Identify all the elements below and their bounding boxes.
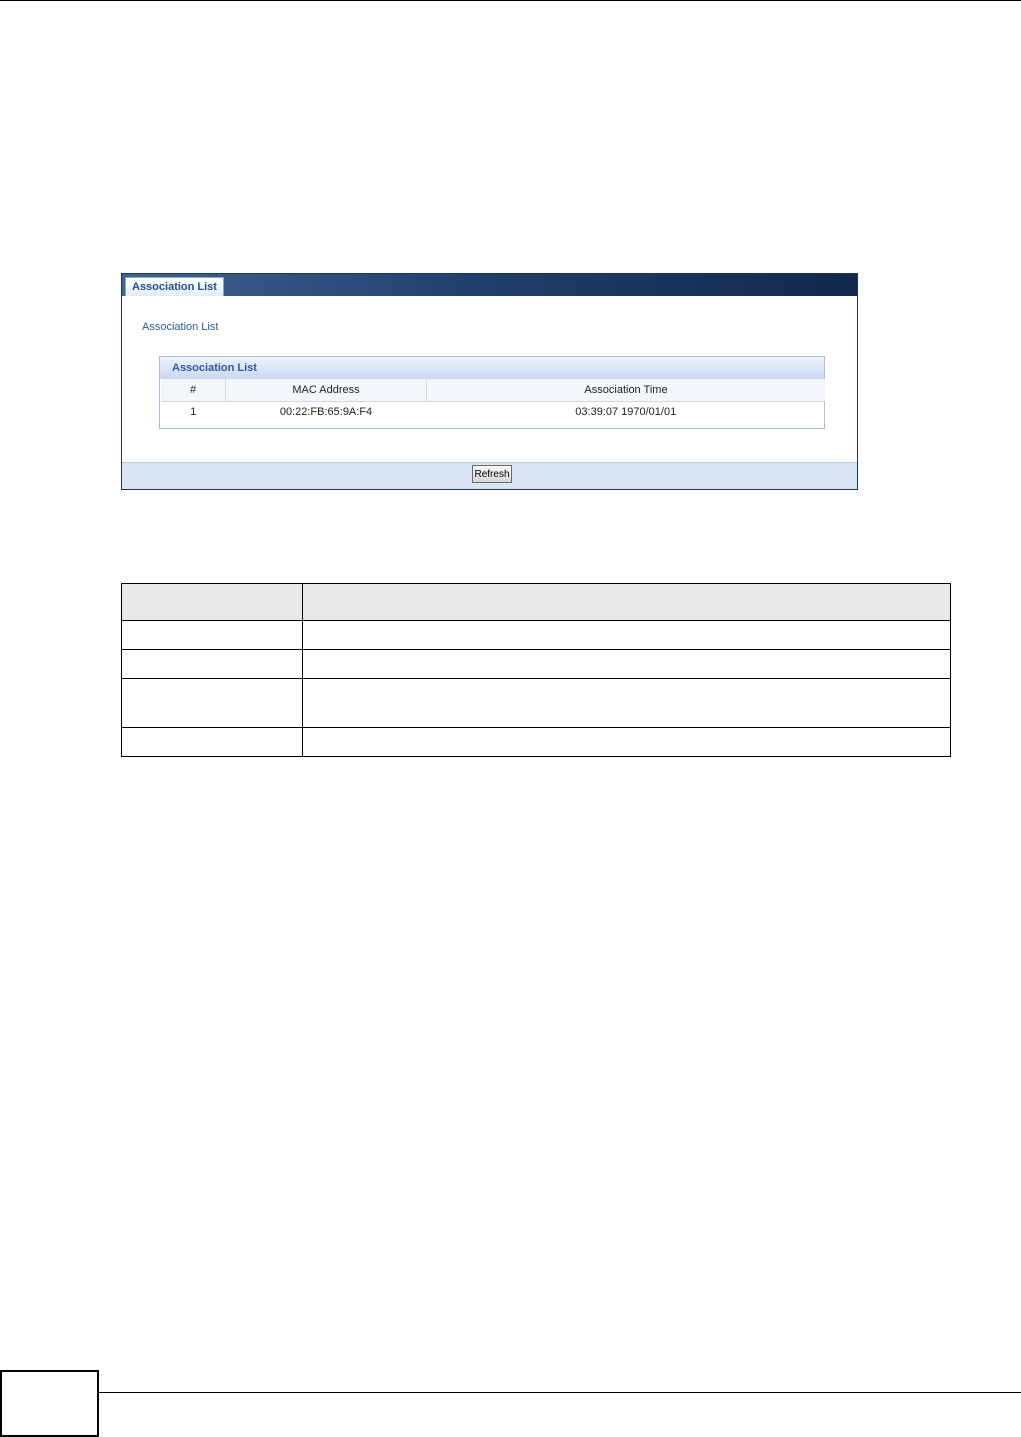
- description-cell: [122, 728, 303, 757]
- description-row: [122, 650, 951, 679]
- page-number-box: [0, 1370, 99, 1437]
- cell-index: 1: [190, 406, 197, 418]
- button-bar: [122, 462, 857, 489]
- association-table: [161, 379, 825, 422]
- tab-bar: [122, 274, 857, 296]
- description-row: [122, 728, 951, 757]
- description-cell: [303, 650, 951, 679]
- column-header-time: Association Time: [427, 379, 826, 402]
- description-header-cell-1: [122, 584, 303, 621]
- description-header-row: [122, 584, 951, 621]
- association-list-fieldset: [159, 356, 825, 429]
- cell-association-time: 03:39:07 1970/01/01: [575, 406, 677, 418]
- description-cell: [303, 621, 951, 650]
- description-row: [122, 679, 951, 728]
- association-list-panel: [121, 273, 858, 490]
- description-row: [122, 621, 951, 650]
- fieldset-legend: Association List: [172, 362, 257, 374]
- tab-association-list[interactable]: Association List: [125, 277, 224, 296]
- panel-title: Association List: [142, 321, 219, 333]
- fieldset-legend-bar: [160, 357, 824, 379]
- cell-mac-address: 00:22:FB:65:9A:F4: [279, 406, 373, 418]
- page-top-rule: [0, 0, 1021, 1]
- description-cell: [122, 679, 303, 728]
- description-table: [121, 583, 951, 757]
- description-header-cell-2: [303, 584, 951, 621]
- column-header-mac: MAC Address: [226, 379, 427, 402]
- description-cell: [122, 621, 303, 650]
- refresh-button[interactable]: Refresh: [472, 465, 512, 483]
- description-cell: [303, 679, 951, 728]
- description-cell: [303, 728, 951, 757]
- footer-rule: [99, 1392, 1021, 1393]
- column-header-number: #: [161, 379, 226, 402]
- description-cell: [122, 650, 303, 679]
- table-header-row: [161, 379, 825, 402]
- table-row: [161, 402, 825, 423]
